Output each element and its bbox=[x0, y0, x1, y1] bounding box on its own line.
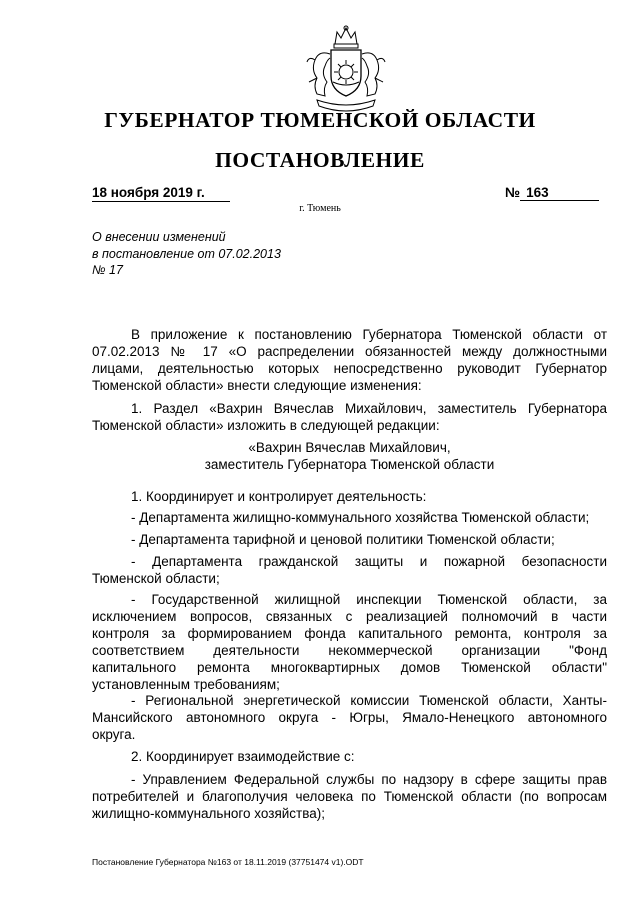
document-type-title: ПОСТАНОВЛЕНИЕ bbox=[215, 148, 425, 172]
department-item: - Государственной жилищной инспекции Тюменской области, за исключением вопросов, связанных с реализацией полномочий в части контроля за формированием фонда капитального ремонта, контроля за соответствием деятельности некоммерческой организации "Фонд капитального ремонта многоквартирных домов Тюменской области" установленным требованиям; bbox=[92, 592, 607, 692]
number-value: 163 bbox=[520, 185, 599, 201]
document-subject bbox=[92, 229, 281, 279]
city-name: г. Тюмень bbox=[299, 203, 341, 214]
department-item: - Департамента тарифной и ценовой политики Тюменской области; bbox=[131, 532, 555, 547]
subject-line: в постановление от 07.02.2013 bbox=[92, 246, 281, 261]
coat-of-arms-emblem bbox=[303, 24, 389, 116]
agency-item: - Управлением Федеральной службы по надзору в сфере защиты прав потребителей и благополучия человека по Тюменской области (по вопросам жилищно-коммунального хозяйства); bbox=[92, 772, 607, 821]
preamble-paragraph: В приложение к постановлению Губернатора Тюменской области от 07.02.2013 № 17 «О распределении обязанностей между должностными лицами, деятельностью которых непосредственно руководит Губернатор Тюменской области» внести следующие изменения: bbox=[92, 327, 607, 393]
department-item: - Департамента гражданской защиты и пожарной безопасности Тюменской области; bbox=[92, 554, 607, 586]
subject-line: № 17 bbox=[92, 263, 123, 277]
quoted-section-heading: «Вахрин Вячеслав Михайлович, заместитель Губернатора Тюменской области bbox=[204, 440, 495, 472]
subject-line: О внесении изменений bbox=[92, 230, 226, 244]
document-date: 18 ноября 2019 г. bbox=[92, 185, 230, 202]
department-item: - Региональной энергетической комиссии Тюменской области, Ханты- Мансийского автономного округа - Югры, Ямало-Ненецкого автономного округа. bbox=[92, 693, 607, 742]
document-number bbox=[505, 185, 599, 201]
document-footer: Постановление Губернатора №163 от 18.11.2019 (37751474 v1).ODT bbox=[92, 857, 364, 867]
number-label: № bbox=[505, 185, 521, 200]
issuing-authority-title: ГУБЕРНАТОР ТЮМЕНСКОЙ ОБЛАСТИ bbox=[104, 108, 536, 132]
item-1-paragraph: 1. Раздел «Вахрин Вячеслав Михайлович, заместитель Губернатора Тюменской области» изложить в следующей редакции: bbox=[92, 401, 607, 433]
department-item: - Департамента жилищно-коммунального хозяйства Тюменской области; bbox=[131, 510, 590, 525]
coordination-title: 1. Координирует и контролирует деятельность: bbox=[131, 489, 427, 504]
interaction-title: 2. Координирует взаимодействие с: bbox=[131, 749, 355, 764]
